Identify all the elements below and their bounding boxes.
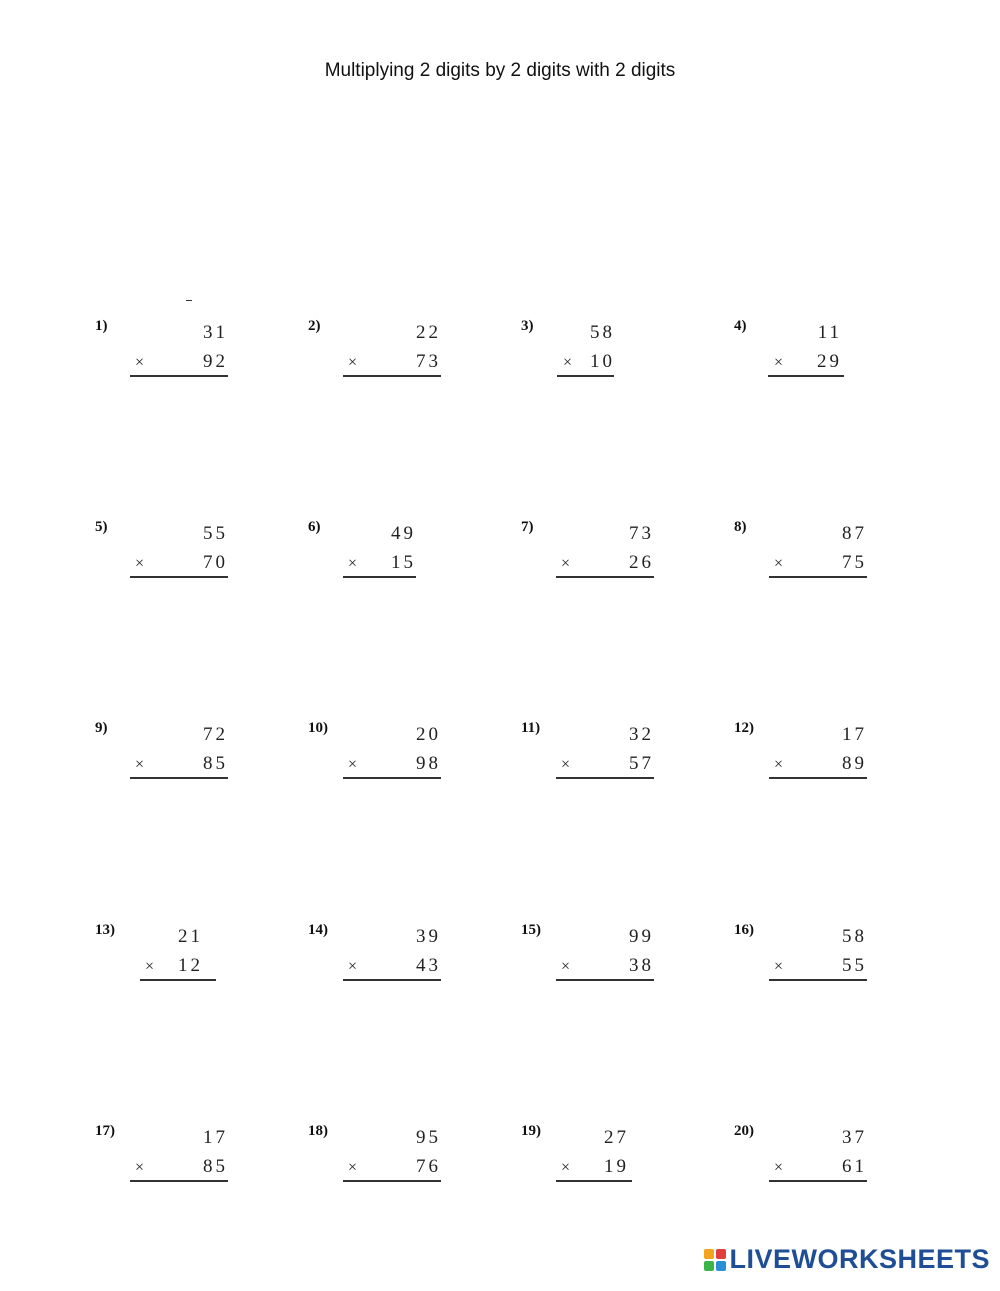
answer-line (769, 576, 867, 578)
problem-16 (734, 922, 934, 1022)
problem-20 (734, 1123, 934, 1223)
problem-number: 14) (308, 922, 328, 938)
multiplicand: 17 (842, 724, 867, 745)
multiplicand: 27 (604, 1127, 629, 1148)
times-sign: × (145, 958, 155, 975)
multiplicand: 73 (629, 523, 654, 544)
logo-square-2 (716, 1249, 726, 1259)
times-sign: × (135, 756, 145, 773)
answer-input[interactable] (140, 984, 216, 1014)
problem-9 (95, 720, 295, 820)
multiplier: 85 (203, 1156, 228, 1177)
times-sign: × (348, 354, 358, 371)
multiplier: 26 (629, 552, 654, 573)
multiplier: 92 (203, 351, 228, 372)
times-sign: × (135, 354, 145, 371)
logo-square-4 (716, 1261, 726, 1271)
multiplicand: 49 (391, 523, 416, 544)
times-sign: × (135, 1159, 145, 1176)
multiplier: 43 (416, 955, 441, 976)
problem-number: 1) (95, 318, 108, 334)
problem-7 (521, 519, 721, 619)
multiplier: 12 (178, 955, 203, 976)
problem-12 (734, 720, 934, 820)
times-sign: × (348, 756, 358, 773)
multiplier: 57 (629, 753, 654, 774)
problem-number: 10) (308, 720, 328, 736)
answer-line (130, 375, 228, 377)
answer-line (343, 979, 441, 981)
multiplier: 15 (391, 552, 416, 573)
answer-line (556, 777, 654, 779)
problem-13 (95, 922, 295, 1022)
multiplicand: 58 (590, 322, 615, 343)
times-sign: × (563, 354, 573, 371)
times-sign: × (561, 555, 571, 572)
answer-input[interactable] (769, 1185, 867, 1215)
answer-input[interactable] (556, 984, 654, 1014)
answer-input[interactable] (556, 581, 654, 611)
answer-input[interactable] (130, 782, 228, 812)
problem-number: 16) (734, 922, 754, 938)
times-sign: × (135, 555, 145, 572)
logo-square-3 (704, 1261, 714, 1271)
problem-10 (308, 720, 508, 820)
answer-line (343, 777, 441, 779)
answer-input[interactable] (343, 380, 441, 410)
answer-input[interactable] (768, 380, 844, 410)
answer-input[interactable] (343, 581, 416, 611)
multiplicand: 39 (416, 926, 441, 947)
problem-number: 6) (308, 519, 321, 535)
multiplicand: 99 (629, 926, 654, 947)
multiplicand: 17 (203, 1127, 228, 1148)
answer-line (130, 1180, 228, 1182)
answer-line (769, 1180, 867, 1182)
answer-input[interactable] (556, 1185, 632, 1215)
answer-line (130, 576, 228, 578)
answer-input[interactable] (343, 1185, 441, 1215)
answer-input[interactable] (556, 782, 654, 812)
problem-number: 19) (521, 1123, 541, 1139)
problem-number: 5) (95, 519, 108, 535)
problem-number: 18) (308, 1123, 328, 1139)
logo-square-1 (704, 1249, 714, 1259)
logo-text: LIVEWORKSHEETS (729, 1244, 990, 1274)
multiplier: 98 (416, 753, 441, 774)
problem-number: 17) (95, 1123, 115, 1139)
times-sign: × (561, 1159, 571, 1176)
multiplier: 70 (203, 552, 228, 573)
multiplier: 55 (842, 955, 867, 976)
times-sign: × (774, 958, 784, 975)
problem-number: 7) (521, 519, 534, 535)
multiplicand: 87 (842, 523, 867, 544)
answer-line (556, 1180, 632, 1182)
times-sign: × (774, 756, 784, 773)
multiplicand: 20 (416, 724, 441, 745)
answer-line (556, 979, 654, 981)
answer-line (343, 1180, 441, 1182)
problem-4 (734, 318, 934, 418)
problem-2 (308, 318, 508, 418)
multiplier: 38 (629, 955, 654, 976)
problem-number: 15) (521, 922, 541, 938)
times-sign: × (348, 1159, 358, 1176)
problem-18 (308, 1123, 508, 1223)
problem-number: 4) (734, 318, 747, 334)
problem-number: 8) (734, 519, 747, 535)
times-sign: × (774, 555, 784, 572)
problem-14 (308, 922, 508, 1022)
answer-input[interactable] (769, 581, 867, 611)
multiplicand: 21 (178, 926, 203, 947)
answer-input[interactable] (130, 581, 228, 611)
problem-number: 12) (734, 720, 754, 736)
multiplier: 61 (842, 1156, 867, 1177)
problem-8 (734, 519, 934, 619)
problem-number: 9) (95, 720, 108, 736)
answer-line (769, 979, 867, 981)
times-sign: × (774, 354, 784, 371)
times-sign: × (348, 958, 358, 975)
problem-15 (521, 922, 721, 1022)
problem-11 (521, 720, 721, 820)
answer-line (768, 375, 844, 377)
multiplicand: 37 (842, 1127, 867, 1148)
answer-input[interactable] (343, 782, 441, 812)
answer-input[interactable] (769, 782, 867, 812)
problem-number: 3) (521, 318, 534, 334)
multiplier: 10 (590, 351, 615, 372)
answer-input[interactable] (130, 380, 228, 410)
problem-number: 2) (308, 318, 321, 334)
multiplicand: 22 (416, 322, 441, 343)
times-sign: × (561, 756, 571, 773)
problem-5 (95, 519, 295, 619)
answer-input[interactable] (343, 984, 441, 1014)
multiplicand: 58 (842, 926, 867, 947)
multiplicand: 55 (203, 523, 228, 544)
multiplier: 85 (203, 753, 228, 774)
problem-number: 11) (521, 720, 541, 736)
worksheet-title: Multiplying 2 digits by 2 digits with 2 digits (324, 60, 676, 81)
times-sign: × (774, 1159, 784, 1176)
answer-input[interactable] (769, 984, 867, 1014)
multiplier: 76 (416, 1156, 441, 1177)
problem-1 (95, 318, 295, 418)
multiplier: 89 (842, 753, 867, 774)
multiplier: 19 (604, 1156, 629, 1177)
multiplicand: 31 (203, 322, 228, 343)
multiplicand: 72 (203, 724, 228, 745)
times-sign: × (348, 555, 358, 572)
answer-line (769, 777, 867, 779)
answer-input[interactable] (130, 1185, 228, 1215)
problem-number: 13) (95, 922, 115, 938)
answer-line (556, 576, 654, 578)
times-sign: × (561, 958, 571, 975)
answer-line (140, 979, 216, 981)
multiplicand: 32 (629, 724, 654, 745)
multiplicand: 11 (817, 322, 842, 343)
answer-input[interactable] (557, 380, 614, 410)
liveworksheets-logo (704, 1244, 990, 1275)
answer-line (343, 576, 416, 578)
answer-line (557, 375, 614, 377)
problem-19 (521, 1123, 721, 1223)
multiplier: 29 (817, 351, 842, 372)
problem-17 (95, 1123, 295, 1223)
problem-number: 20) (734, 1123, 754, 1139)
multiplier: 73 (416, 351, 441, 372)
multiplicand: 95 (416, 1127, 441, 1148)
stray-mark (186, 300, 192, 301)
answer-line (343, 375, 441, 377)
problem-3 (521, 318, 721, 418)
liveworksheets-logo-icon (704, 1249, 726, 1271)
answer-line (130, 777, 228, 779)
problem-6 (308, 519, 508, 619)
multiplier: 75 (842, 552, 867, 573)
